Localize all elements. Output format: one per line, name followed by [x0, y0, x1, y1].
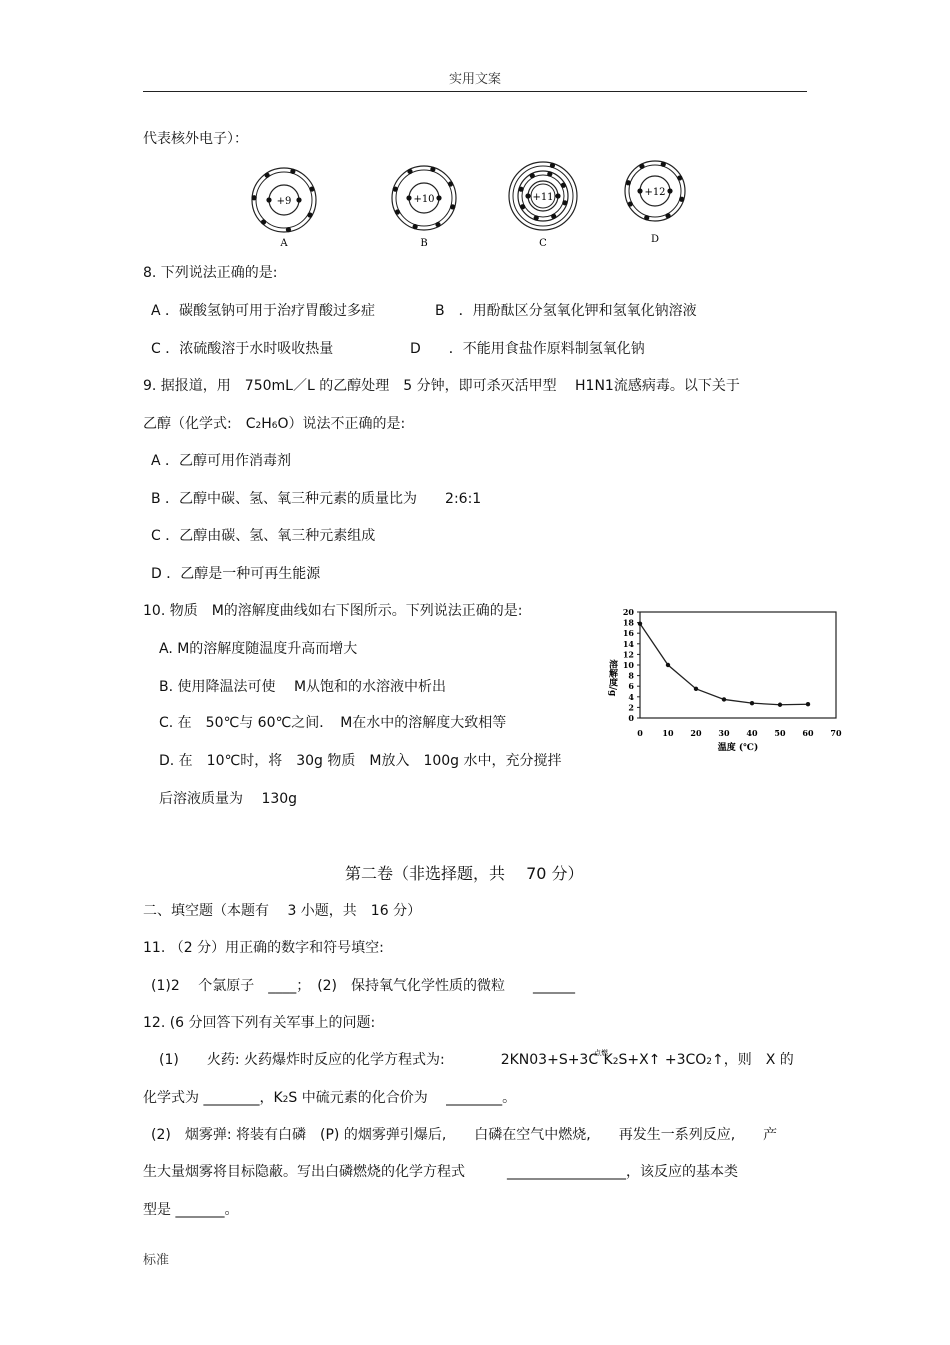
x-tick-label: 20: [690, 728, 702, 738]
x-tick-label: 40: [746, 728, 758, 738]
nucleus-charge: +10: [413, 194, 435, 205]
atom-a: [251, 168, 316, 249]
y-tick-label: 2: [628, 702, 634, 713]
atom-d: [625, 161, 685, 245]
electron-dot: [406, 195, 411, 200]
atom-b: [392, 166, 456, 249]
electron-dot: [639, 164, 644, 169]
nucleus-charge: +12: [644, 187, 666, 198]
atom-label: C: [539, 238, 547, 249]
part2-title: 第二卷（非选择题，共 70 分）: [345, 864, 584, 883]
y-tick-label: 12: [622, 649, 634, 660]
x-tick-label: 30: [718, 728, 730, 738]
electron-dot: [561, 183, 566, 188]
electron-dot: [448, 181, 453, 186]
electron-dot: [296, 197, 301, 202]
data-point: [722, 697, 726, 701]
electron-dot: [679, 197, 684, 202]
atom-label: D: [650, 234, 660, 245]
electron-dot: [520, 204, 525, 209]
data-point: [750, 701, 754, 705]
q9-stem-line1: 9. 据报道，用 750mL／L 的乙醇处理 5 分钟，即可杀灭活甲型 H1N1流感病毒。以下关于: [143, 378, 740, 394]
q8-option-a: A ．碳酸氢钠可用于治疗胃酸过多症: [151, 303, 376, 319]
page-footer: 标准: [143, 1253, 170, 1268]
q9-option-a: A ．乙醇可用作消毒剂: [151, 453, 292, 469]
x-axis-label: 温度 (℃): [717, 743, 759, 753]
electron-dot: [261, 219, 266, 224]
electron-dot: [395, 209, 400, 214]
section2-heading: 二、填空题（本题有 3 小题，共 16 分）: [143, 903, 422, 919]
x-tick-label: 50: [774, 728, 786, 738]
q9-stem-line2: 乙醇（化学式: C2H6O）说法不正确的是:: [143, 416, 406, 432]
y-tick-label: 20: [622, 607, 634, 617]
electron-dot: [407, 169, 412, 174]
q8-stem: 8. 下列说法正确的是:: [143, 265, 278, 281]
y-tick-label: 10: [622, 660, 634, 670]
electron-dot: [628, 201, 633, 206]
q10-option-d-line1: D. 在 10℃时，将 30g 物质 M放入 100g 水中，充分搅拌: [159, 753, 562, 769]
x-tick-label: 0: [637, 728, 643, 738]
nucleus-charge: +9: [276, 196, 292, 207]
electron-dot: [290, 169, 295, 174]
y-axis-label: 溶解度/g: [607, 659, 617, 697]
electron-dot: [534, 215, 539, 220]
atom-c: [509, 162, 577, 249]
y-tick-label: 18: [622, 617, 634, 628]
x-tick-label: 70: [830, 728, 842, 738]
solubility-curve: [640, 624, 808, 705]
y-tick-label: 0: [628, 713, 634, 723]
q8-option-b: B ．用酚酞区分氢氧化钾和氢氧化钠溶液: [435, 303, 697, 319]
electron-dot: [436, 195, 441, 200]
electron-dot: [450, 204, 455, 209]
header-rule: [143, 91, 807, 92]
q9-option-c: C ．乙醇由碳、氢、氧三种元素组成: [151, 528, 376, 544]
q11-stem: 11. （2 分）用正确的数字和符号填空:: [143, 940, 384, 956]
nucleus-charge: +11: [532, 192, 554, 203]
electron-dot: [266, 197, 271, 202]
electron-dot: [555, 193, 560, 198]
atom-label: A: [280, 238, 288, 249]
q7-tail: 代表核外电子）：: [143, 131, 248, 147]
electron-dot: [309, 186, 314, 191]
electron-dot: [644, 215, 649, 220]
electron-dot: [677, 175, 682, 180]
q12-stem: 12. (6 分回答下列有关军事上的问题:: [143, 1015, 376, 1031]
q12-part2-line2: 生大量烟雾将目标隐蔽。写出白磷燃烧的化学方程式 _________________，该反应的基本类: [143, 1164, 738, 1180]
electron-dot: [435, 222, 440, 227]
q11-blanks: (1)2 个氯原子 ____； (2) 保持氧气化学性质的微粒 ______: [151, 978, 576, 994]
q12-part1-line2: 化学式为 ________，K2S 中硫元素的化合价为 ________。: [143, 1090, 517, 1106]
data-point: [666, 663, 670, 667]
electron-dot: [665, 213, 670, 218]
electron-dot: [393, 187, 398, 192]
electron-dot: [661, 162, 666, 167]
q10-option-a: A. M的溶解度随温度升高而增大: [159, 641, 358, 657]
electron-dot: [551, 214, 556, 219]
y-tick-label: 4: [628, 691, 634, 702]
q12-part1-line1: (1) 火药: 火药爆炸时反应的化学方程式为: $2KN03+S+3C^{点燃}$ K2S+X↑ +3CO2↑，则 X 的: [159, 1049, 794, 1068]
data-point: [778, 703, 782, 707]
electron-dot: [547, 171, 552, 176]
solubility-chart: [600, 600, 850, 760]
q8-option-d: D ．不能用食盐作原料制氢氧化钠: [410, 341, 645, 357]
q10-option-d-line2: 后溶液质量为 130g: [159, 791, 298, 807]
y-tick-label: 14: [622, 638, 634, 649]
q12-part2-line1: (2) 烟雾弹: 将装有白磷 (P) 的烟雾弹引爆后, 白磷在空气中燃烧, 再发生一系列反应, 产: [151, 1127, 778, 1143]
electron-dot: [562, 200, 567, 205]
atom-diagrams: [240, 150, 700, 255]
data-point: [638, 621, 642, 625]
q10-option-c: C. 在 50℃与 60℃之间． M在水中的溶解度大致相等: [159, 715, 507, 731]
x-tick-label: 10: [662, 728, 674, 738]
q9-option-b: B ．乙醇中碳、氢、氧三种元素的质量比为 2:6:1: [151, 491, 482, 507]
electron-dot: [251, 195, 256, 200]
data-point: [806, 702, 810, 706]
electron-dot: [265, 173, 270, 178]
electron-dot: [550, 163, 555, 168]
q10-stem: 10. 物质 M的溶解度曲线如右下图所示。下列说法正确的是:: [143, 603, 523, 619]
electron-dot: [307, 212, 312, 217]
x-tick-label: 60: [802, 728, 814, 738]
page-header: 实用文案: [448, 72, 501, 87]
electron-dot: [286, 227, 291, 232]
electron-dot: [667, 188, 672, 193]
electron-dot: [518, 187, 523, 192]
y-tick-label: 8: [628, 670, 634, 681]
q12-part2-line3: 型是 _______。: [143, 1202, 239, 1218]
atom-label: B: [420, 238, 428, 249]
q8-option-c: C ．浓硫酸溶于水时吸收热量: [151, 341, 334, 357]
data-point: [694, 687, 698, 691]
q10-option-b: B. 使用降温法可使 M从饱和的水溶液中析出: [159, 679, 447, 695]
y-tick-label: 6: [628, 681, 634, 692]
electron-dot: [525, 193, 530, 198]
electron-dot: [637, 188, 642, 193]
electron-dot: [530, 173, 535, 178]
electron-dot: [626, 180, 631, 185]
electron-dot: [413, 224, 418, 229]
q9-option-d: D ．乙醇是一种可再生能源: [151, 566, 321, 582]
electron-dot: [430, 167, 435, 172]
y-tick-label: 16: [622, 628, 634, 639]
